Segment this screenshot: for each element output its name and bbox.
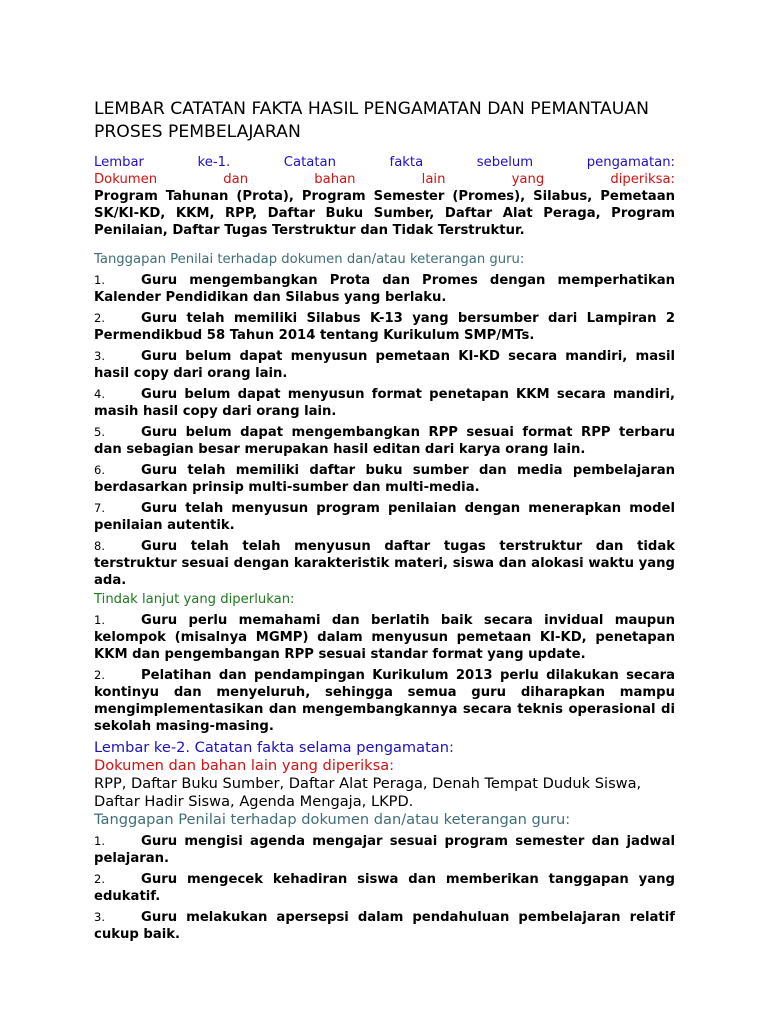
list-item-text: Guru belum dapat menyusun format penetapan KKM secara mandiri, masih hasil copy dari orang lain. [94,387,675,419]
list-item-text: Guru perlu memahami dan berlatih baik secara invidual maupun kelompok (misalnya MGMP) dalam menyusun pemetaan KI-KD, penetapan KKM dan pengembangan RPP sesuai standar format yang update. [94,613,675,662]
list-item [94,348,675,382]
list-item-text: Guru mengembangkan Prota dan Promes dengan memperhatikan Kalender Pendidikan dan Silabus yang berlaku. [94,273,675,305]
list-item-text: Guru telah telah menyusun daftar tugas terstruktur dan tidak terstruktur sesuai dengan karakteristik materi, siswa dan alokasi waktu yang ada. [94,539,675,588]
list-item-number: 1. [94,834,105,848]
lembar1-dokumen-text: Program Tahunan (Prota), Program Semester (Promes), Silabus, Pemetaan SK/KI-KD, KKM, RPP, Daftar Buku Sumber, Daftar Alat Peraga, Program Penilaian, Daftar Tugas Terstruktur dan Tidak Terstruktur. [94,189,675,238]
lembar2-heading: Lembar ke-2. Catatan fakta selama pengamatan: [94,739,454,756]
lembar1-tanggapan-heading: Tanggapan Penilai terhadap dokumen dan/atau keterangan guru: [94,252,525,267]
list-item-number: 2. [94,311,105,325]
list-item [94,538,675,589]
list-item-text: Pelatihan dan pendampingan Kurikulum 2013 perlu dilakukan secara kontinyu dan menyeluruh, sehingga semua guru diharapkan mampu mengimplementasikan dan mengembangkannya secara teknis operasional di sekolah masing-masing. [94,668,675,734]
lembar1-tindak-list [94,612,675,735]
list-item-number: 6. [94,463,105,477]
list-item [94,667,675,735]
list-item [94,909,675,943]
list-item-text: Guru mengecek kehadiran siswa dan memberikan tanggapan yang edukatif. [94,872,675,904]
list-item-text: Guru telah menyusun program penilaian dengan menerapkan model penilaian autentik. [94,501,675,533]
list-item [94,500,675,534]
lembar1-heading: Lembar ke-1. Catatan fakta sebelum pengamatan: [94,155,675,170]
list-item [94,272,675,306]
list-item [94,612,675,663]
list-item-number: 7. [94,501,105,515]
list-item-text: Guru telah memiliki daftar buku sumber dan media pembelajaran berdasarkan prinsip multi-sumber dan multi-media. [94,463,675,495]
lembar2-dokumen-text: RPP, Daftar Buku Sumber, Daftar Alat Peraga, Denah Tempat Duduk Siswa, Daftar Hadir Siswa, Agenda Mengaja, LKPD. [94,775,642,810]
list-item [94,871,675,905]
list-item-text: Guru telah memiliki Silabus K-13 yang bersumber dari Lampiran 2 Permendikbud 58 Tahun 2014 tentang Kurikulum SMP/MTs. [94,311,675,343]
list-item-text: Guru mengisi agenda mengajar sesuai program semester dan jadwal pelajaran. [94,834,675,866]
list-item-number: 2. [94,872,105,886]
list-item-text: Guru belum dapat mengembangkan RPP sesuai format RPP terbaru dan sebagian besar merupakan hasil editan dari karya orang lain. [94,425,675,457]
list-item-number: 1. [94,273,105,287]
lembar2-tanggapan-heading: Tanggapan Penilai terhadap dokumen dan/atau keterangan guru: [94,811,571,828]
list-item-number: 3. [94,349,105,363]
list-item-number: 8. [94,539,105,553]
list-item [94,462,675,496]
list-item-number: 2. [94,668,105,682]
lembar1-tanggapan-list [94,272,675,589]
list-item-number: 5. [94,425,105,439]
lembar1-tindak-heading: Tindak lanjut yang diperlukan: [94,592,295,607]
lembar2-dokumen-heading: Dokumen dan bahan lain yang diperiksa: [94,757,395,774]
document-content [94,154,675,943]
list-item [94,833,675,867]
list-item-text: Guru melakukan apersepsi dalam pendahuluan pembelajaran relatif cukup baik. [94,910,675,942]
document-title: LEMBAR CATATAN FAKTA HASIL PENGAMATAN DAN PEMANTAUAN PROSES PEMBELAJARAN [94,99,650,142]
list-item-number: 3. [94,910,105,924]
list-item-number: 1. [94,613,105,627]
list-item [94,386,675,420]
lembar2-tanggapan-list [94,833,675,943]
lembar1-dokumen-heading: Dokumen dan bahan lain yang diperiksa: [94,172,675,187]
list-item-number: 4. [94,387,105,401]
list-item-text: Guru belum dapat menyusun pemetaan KI-KD secara mandiri, masil hasil copy dari orang lain. [94,349,675,381]
list-item [94,310,675,344]
list-item [94,424,675,458]
